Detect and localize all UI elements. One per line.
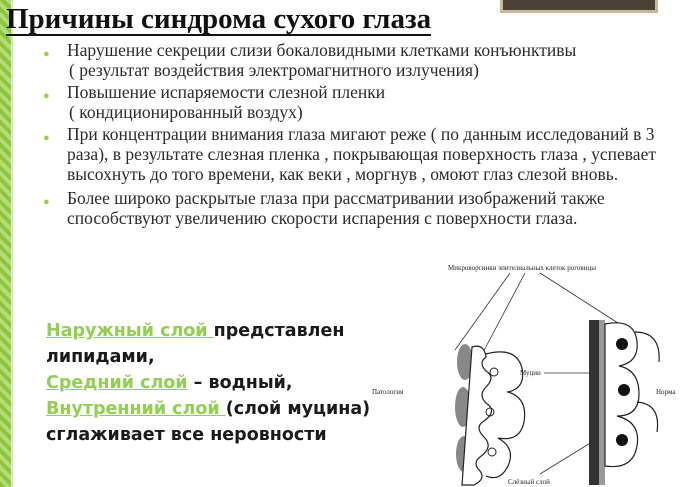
top-image-frame — [500, 0, 658, 13]
tear-film-diagram — [360, 262, 700, 487]
bullet-marker-icon: ● — [43, 196, 50, 208]
decorative-stripe — [0, 0, 11, 487]
middle-layer-term: Средний слой — [46, 373, 188, 393]
list-item — [40, 82, 700, 122]
causes-list — [40, 40, 700, 228]
list-item — [40, 40, 700, 80]
diagram-right-label: Норма — [656, 388, 676, 396]
bullet-marker-icon: ● — [43, 90, 50, 102]
bullet-marker-icon: ● — [43, 48, 50, 60]
bullet-text: Нарушение секреции слизи бокаловидными клетками конъюнктивы — [67, 40, 577, 60]
diagram-top-label: Микроворсинки эпителиальных клеток роговицы — [448, 264, 596, 272]
page-title: Причины синдрома сухого глаза — [6, 3, 432, 35]
inner-layer-text: (слой муцина) сглаживает все неровности — [46, 399, 371, 445]
bullet-text: При концентрации внимания глаза мигают реже ( по данным исследований в 3 раза), в результате слезная пленка , покрывающая поверхность глаза , успевает высохнуть до того времени, как веки , моргнув , омоют глаз слезой вновь. — [67, 124, 656, 184]
bullet-note: ( кондиционированный воздух) — [69, 102, 303, 122]
inner-layer-term: Внутренний слой — [46, 399, 226, 419]
diagram-mucin-label: Муцин — [520, 369, 541, 377]
outer-layer-text: представлен липидами, — [46, 321, 345, 367]
bullet-text: Повышение испаряемости слезной пленки — [67, 82, 386, 102]
decorative-line — [11, 0, 13, 487]
bullet-text: Более широко раскрытые глаза при рассматривании изображений также способствуют увеличению скорости испарения с поверхности глаза. — [67, 188, 605, 228]
diagram-left-label: Патология — [372, 388, 404, 396]
list-item — [40, 188, 700, 228]
outer-layer-term: Наружный слой — [46, 321, 214, 341]
middle-layer-text: – водный, — [187, 373, 293, 393]
bullet-marker-icon: ● — [43, 132, 50, 144]
normal-cells — [589, 320, 659, 485]
pathology-cells — [455, 344, 525, 485]
diagram-bottom-label: Слёзный слой — [508, 478, 550, 486]
list-item — [40, 124, 700, 184]
bullet-note: ( результат воздействия электромагнитного излучения) — [69, 60, 479, 80]
